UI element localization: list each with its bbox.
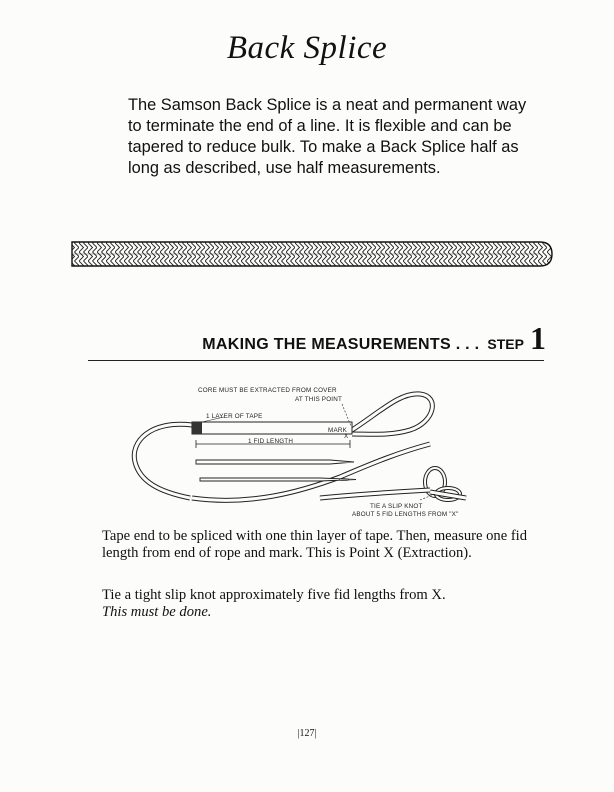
- page-number: |127|: [297, 728, 317, 739]
- section-title: MAKING THE MEASUREMENTS . . .: [202, 336, 480, 353]
- core-extraction-note-line2: AT THIS POINT: [295, 396, 343, 403]
- section-rule: [88, 360, 544, 361]
- intro-paragraph: The Samson Back Splice is a neat and permanent way to terminate the end of a line. It is flexible and can be tapered to reduce bulk. To make a Back Splice half as long as described, use half measurements.: [128, 96, 527, 177]
- section-heading: [202, 322, 546, 354]
- page-title: Back Splice: [226, 30, 388, 66]
- instruction-emphasis: This must be done.: [102, 604, 212, 620]
- instruction-paragraph-2: [102, 587, 528, 621]
- step-label: STEP: [487, 336, 524, 352]
- slip-knot: [425, 468, 466, 500]
- slip-knot-label-line1: TIE A SLIP KNOT: [370, 503, 423, 510]
- fid-length-label: 1 FID LENGTH: [248, 438, 294, 445]
- instruction-paragraph-1: Tape end to be spliced with one thin layer of tape. Then, measure one fid length from end of rope and mark. This is Point X (Extraction).: [102, 528, 528, 561]
- fid-2: [200, 478, 356, 481]
- core-extraction-note-line1: CORE MUST BE EXTRACTED FROM COVER: [198, 387, 337, 394]
- slip-knot-label-line2: ABOUT 5 FID LENGTHS FROM "X": [352, 511, 459, 518]
- x-label: X: [344, 433, 349, 440]
- braided-rope-illustration: [70, 234, 554, 274]
- fid-1: [196, 460, 354, 464]
- mark-label: MARK: [328, 427, 347, 434]
- measurement-diagram: [130, 382, 490, 522]
- step-number: 1: [530, 320, 546, 356]
- tape-label: 1 LAYER OF TAPE: [206, 413, 263, 420]
- instruction-paragraph-2-main: Tie a tight slip knot approximately five fid lengths from X.: [102, 587, 446, 603]
